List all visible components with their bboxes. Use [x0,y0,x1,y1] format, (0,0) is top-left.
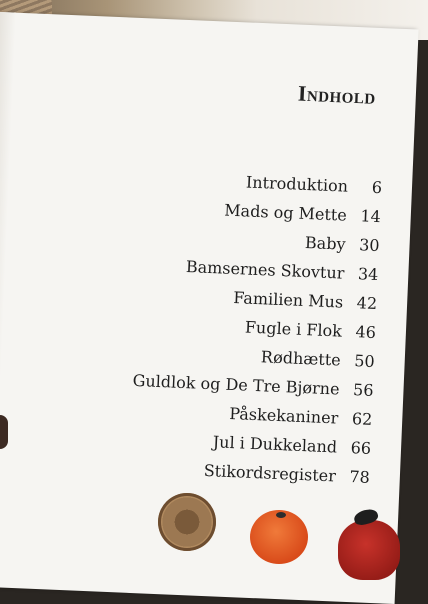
toc-entry-title: Påskekaniner [228,403,339,428]
toc-entry-page: 50 [353,351,376,371]
page-edge [0,12,16,587]
crochet-apple-image [338,520,400,580]
toc-entry-page: 42 [356,293,378,314]
toc-entry-page: 14 [360,206,382,227]
toc-entry-page: 62 [351,409,373,429]
table-of-contents [109,167,382,497]
toc-entry-title: Stikordsregister [203,460,337,486]
toc-entry-page: 46 [355,322,377,343]
toc-entry-title: Baby [304,232,346,254]
toc-entry-title: Fugle i Flok [244,317,343,341]
page-heading: Indhold [297,80,377,109]
toc-entry-page: 78 [349,467,371,487]
toc-entry-title: Guldlok og De Tre Bjørne [132,370,340,399]
toc-entry-title: Jul i Dukkeland [212,432,338,457]
toc-entry-page: 34 [357,264,379,285]
crochet-pie-image [158,493,216,551]
toc-entry-page: 30 [358,235,380,256]
orange-stem-icon [276,512,286,518]
crochet-orange-image [250,510,308,564]
toc-entry-title: Mads og Mette [223,200,348,225]
dark-object-edge [0,415,8,449]
toc-entry-page: 56 [352,380,374,400]
toc-entry-title: Introduktion [245,172,349,196]
toc-entry-page: 66 [350,438,372,458]
toc-entry-title: Familien Mus [233,288,344,312]
toc-entry-title: Rødhætte [260,347,342,370]
toc-entry-title: Bamsernes Skovtur [185,257,345,283]
toc-entry-page: 6 [371,177,383,198]
